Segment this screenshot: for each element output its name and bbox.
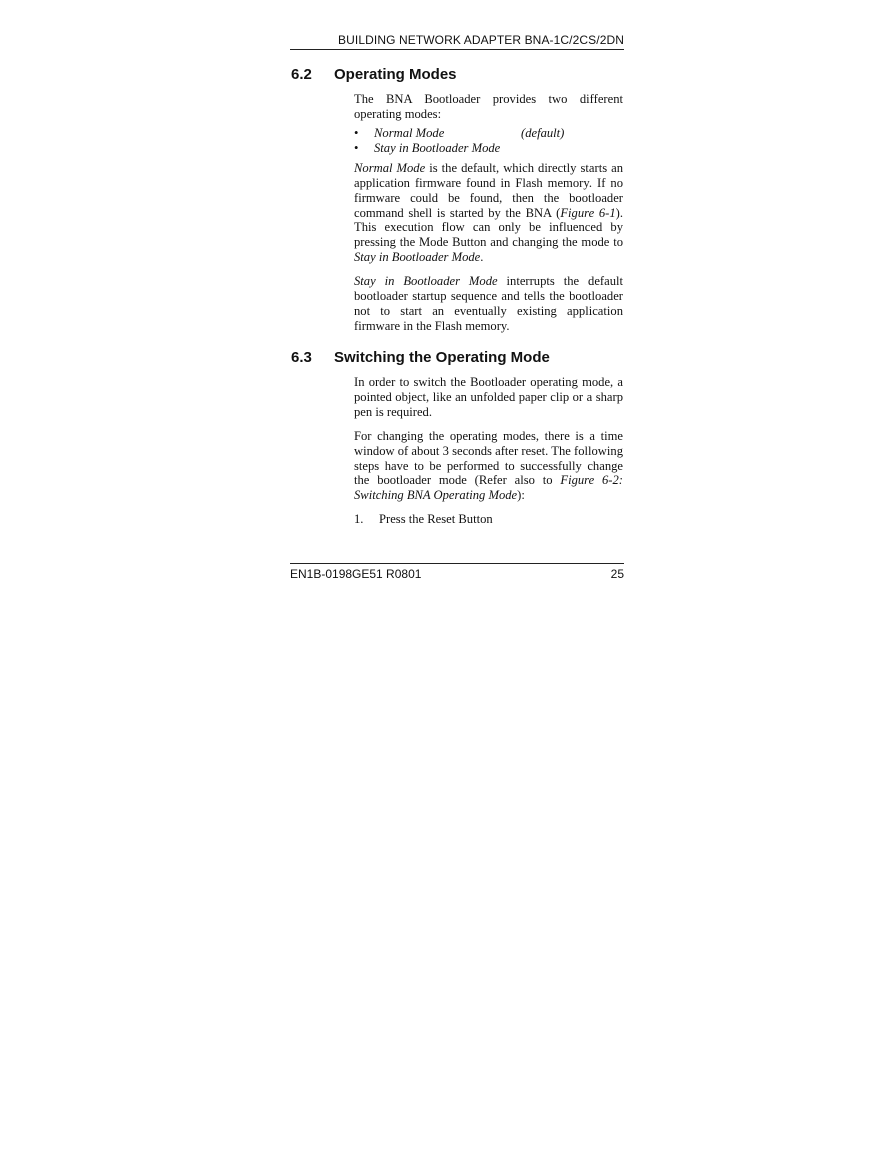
time-window-paragraph bbox=[354, 429, 623, 504]
mode-name: Stay in Bootloader Mode bbox=[374, 140, 501, 155]
stay-mode-paragraph bbox=[354, 274, 623, 334]
section-body-6-2 bbox=[354, 92, 623, 343]
section-number: 6.3 bbox=[291, 349, 312, 366]
section-heading-6-2 bbox=[291, 66, 457, 83]
figure-reference: Figure 6-1 bbox=[560, 205, 616, 220]
intro-paragraph: The BNA Bootloader provides two different operating modes: bbox=[354, 92, 623, 121]
paragraph-text: ): bbox=[517, 488, 525, 503]
paragraph-text: is the default, which directly starts an application firmware found in Flash memory. If no firmware could be found, then the bootloader command shell is started by the BNA ( bbox=[354, 160, 624, 220]
mode-note: (default) bbox=[521, 125, 565, 140]
paragraph-text: . bbox=[480, 250, 484, 265]
figure-reference: Figure 6-2: Switching BNA Operating Mode bbox=[354, 473, 623, 503]
running-header: BUILDING NETWORK ADAPTER BNA-1C/2CS/2DN bbox=[290, 33, 624, 50]
section-number: 6.2 bbox=[291, 66, 312, 83]
step-text: Press the Reset Button bbox=[379, 512, 493, 527]
section-title: Operating Modes bbox=[334, 66, 457, 83]
paragraph-text: interrupts the default bootloader startup sequence and tells the bootloader not to start an eventually existing application firmware in the Flash memory. bbox=[354, 274, 624, 333]
tool-paragraph: In order to switch the Bootloader operating mode, a pointed object, like an unfolded paper clip or a sharp pen is required. bbox=[354, 375, 623, 419]
document-id: EN1B-0198GE51 R0801 bbox=[290, 567, 422, 581]
list-item bbox=[354, 126, 623, 141]
page-number: 25 bbox=[610, 567, 624, 581]
section-title: Switching the Operating Mode bbox=[334, 349, 550, 366]
list-item bbox=[354, 512, 623, 527]
paragraph-text: For changing the operating modes, there is a time window of about 3 seconds after reset. The following steps have to be performed to successfully change the bootloader mode (Refer also to bbox=[354, 428, 623, 488]
normal-mode-paragraph bbox=[354, 161, 623, 265]
running-footer bbox=[290, 563, 624, 581]
bullet-icon: • bbox=[354, 125, 359, 140]
section-heading-6-3 bbox=[291, 349, 550, 366]
list-item bbox=[354, 141, 623, 156]
mode-name: Normal Mode bbox=[374, 125, 445, 140]
emphasis: Stay in Bootloader Mode bbox=[354, 274, 498, 289]
emphasis: Stay in Bootloader Mode bbox=[354, 250, 481, 265]
steps-list bbox=[354, 512, 623, 527]
step-number: 1. bbox=[354, 512, 364, 527]
operating-modes-list bbox=[354, 126, 623, 156]
paragraph-text: ). This execution flow can only be influenced by pressing the Mode Button and changing the mode to bbox=[354, 205, 623, 250]
bullet-icon: • bbox=[354, 140, 359, 155]
emphasis: Normal Mode bbox=[354, 160, 426, 175]
section-body-6-3 bbox=[354, 375, 623, 527]
